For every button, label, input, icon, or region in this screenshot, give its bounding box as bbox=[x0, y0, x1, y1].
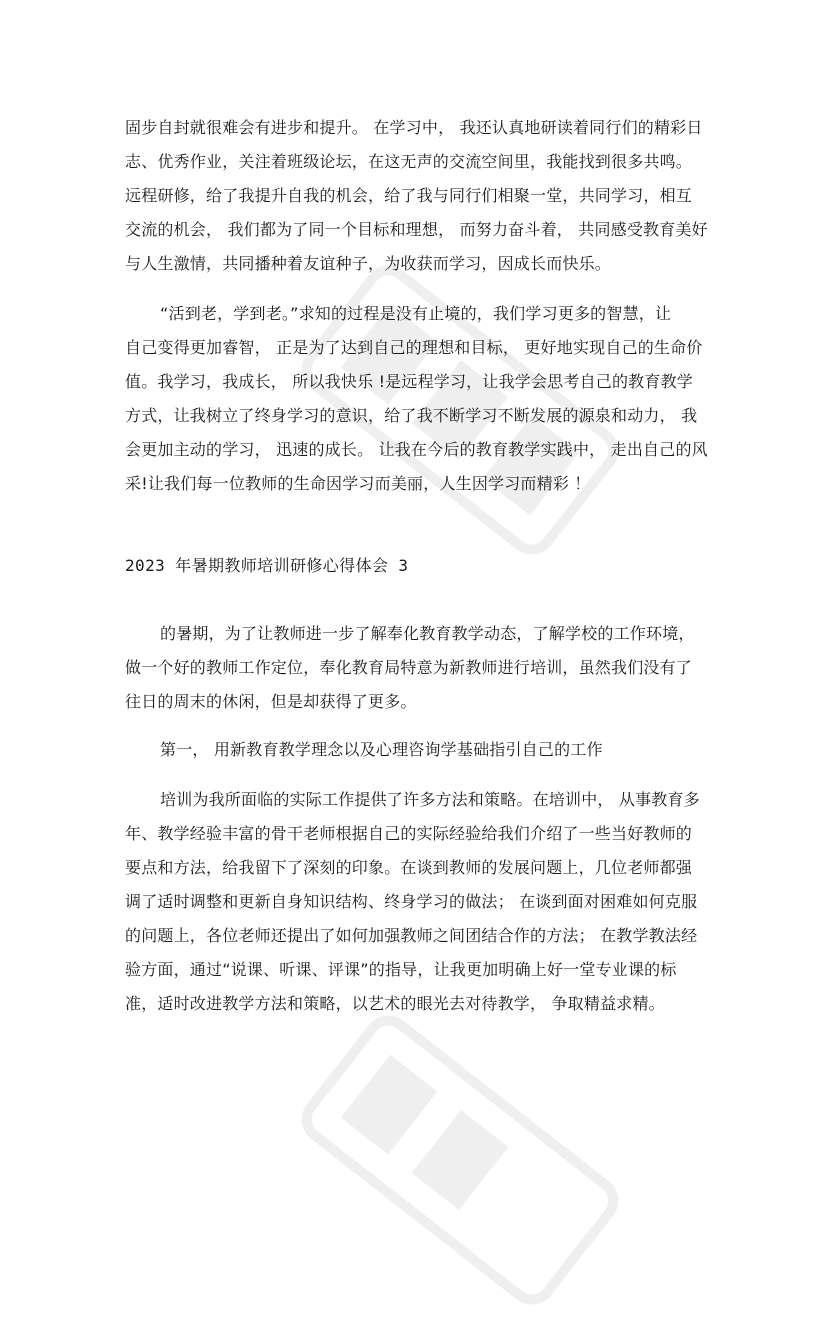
paragraph-4-line-2: 年、教学经验丰富的骨干老师根据自己的实际经验给我们介绍了一些当好教师的 bbox=[125, 824, 693, 843]
paragraph-1-line-3: 远程研修，给了我提升自我的机会，给了我与同行们相聚一堂，共同学习，相互 bbox=[125, 186, 693, 205]
paragraph-2-line-1: “活到老，学到老。”求知的过程是没有止境的，我们学习更多的智慧，让 bbox=[160, 304, 672, 323]
paragraph-3-line-2: 做一个好的教师工作定位，奉化教育局特意为新教师进行培训，虽然我们没有了 bbox=[125, 658, 693, 677]
watermark-stamp-icon bbox=[285, 998, 636, 1321]
paragraph-3-line-3: 往日的周末的休闲，但是却获得了更多。 bbox=[125, 692, 417, 711]
paragraph-2-line-5: 会更加主动的学习， 迅速的成长。 让我在今后的教育教学实践中， 走出自己的风 bbox=[125, 440, 708, 459]
paragraph-4-line-4: 调了适时调整和更新自身知识结构、终身学习的做法； 在谈到面对困难如何克服 bbox=[125, 892, 698, 911]
paragraph-3-line-1: 的暑期，为了让教师进一步了解奉化教育教学动态，了解学校的工作环境， bbox=[160, 624, 695, 643]
paragraph-1-line-1: 固步自封就很难会有进步和提升。 在学习中， 我还认真地研读着同行们的精彩日 bbox=[125, 118, 703, 137]
paragraph-2-line-3: 值。我学习，我成长， 所以我快乐 !是远程学习，让我学会思考自己的教育教学 bbox=[125, 372, 693, 391]
point-heading-1: 第一， 用新教育教学理念以及心理咨询学基础指引自己的工作 bbox=[160, 740, 603, 759]
paragraph-4-line-1: 培训为我所面临的实际工作提供了许多方法和策略。在培训中， 从事教育多 bbox=[160, 790, 700, 809]
paragraph-4-line-5: 的问题上，各位老师还提出了如何加强教师之间团结合作的方法； 在教学教法经 bbox=[125, 926, 698, 945]
paragraph-1-line-2: 志、优秀作业，关注着班级论坛，在这无声的交流空间里，我能找到很多共鸣。 bbox=[125, 152, 693, 171]
paragraph-2-line-4: 方式，让我树立了终身学习的意识，给了我不断学习不断发展的源泉和动力， 我 bbox=[125, 406, 698, 425]
paragraph-1-line-4: 交流的机会， 我们都为了同一个目标和理想， 而努力奋斗着， 共同感受教育美好 bbox=[125, 220, 708, 239]
paragraph-4-line-7: 准，适时改进教学方法和策略，以艺术的眼光去对待教学， 争取精益求精。 bbox=[125, 994, 665, 1013]
section-title: 2023 年暑期教师培训研修心得体会 3 bbox=[125, 556, 409, 575]
paragraph-2-line-6: 采!让我们每一位教师的生命因学习而美丽，人生因学习而精彩 ！ bbox=[125, 474, 591, 493]
paragraph-4-line-3: 要点和方法，给我留下了深刻的印象。在谈到教师的发展问题上，几位老师都强 bbox=[125, 858, 693, 877]
paragraph-2-line-2: 自己变得更加睿智， 正是为了达到自己的理想和目标， 更好地实现自己的生命价 bbox=[125, 338, 703, 357]
paragraph-4-line-6: 验方面，通过“说课、听课、评课”的指导，让我更加明确上好一堂专业课的标 bbox=[125, 960, 677, 979]
paragraph-1-line-5: 与人生激情，共同播种着友谊种子，为收获而学习，因成长而快乐。 bbox=[125, 254, 612, 273]
